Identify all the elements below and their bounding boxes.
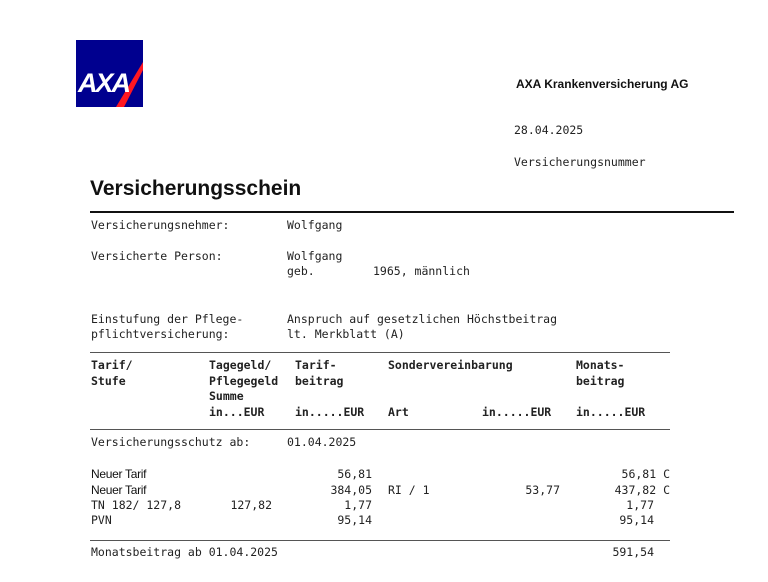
row-sonder: 53,77 — [525, 483, 560, 497]
holder-label: Versicherungsnehmer: — [91, 218, 230, 232]
policy-number-label: Versicherungsnummer — [514, 155, 646, 169]
header-tagegeld-4: in...EUR — [209, 405, 265, 419]
row-tarif: PVN — [91, 513, 112, 527]
insured-label: Versicherte Person: — [91, 249, 223, 263]
title-divider — [90, 211, 734, 213]
header-beitrag-4: in.....EUR — [295, 405, 365, 419]
axa-logo — [76, 40, 143, 107]
table-top-rule — [90, 352, 670, 353]
header-tagegeld-3: Summe — [209, 389, 244, 403]
row-beitrag: 56,81 — [337, 467, 372, 481]
header-tarif-2: Stufe — [91, 374, 126, 388]
logo-text: AXA — [78, 68, 130, 98]
row-art: RI / 1 — [388, 483, 430, 497]
row-beitrag: 1,77 — [344, 498, 372, 512]
insured-value: Wolfgang — [287, 249, 343, 263]
header-monat-2: beitrag — [576, 374, 625, 388]
row-beitrag: 384,05 — [330, 483, 372, 497]
document-date: 28.04.2025 — [514, 123, 584, 137]
row-summe: 127,82 — [230, 498, 272, 512]
care-label-1: Einstufung der Pflege- — [91, 312, 244, 326]
header-beitrag-1: Tarif- — [295, 358, 337, 372]
row-tarif: Neuer Tarif — [91, 467, 147, 481]
holder-value: Wolfgang — [287, 218, 343, 232]
care-label-2: pflichtversicherung: — [91, 327, 230, 341]
header-sonder: Sondervereinbarung — [388, 358, 513, 372]
total-rule — [90, 540, 670, 541]
row-monat: 95,14 — [619, 513, 654, 527]
row-beitrag: 95,14 — [337, 513, 372, 527]
header-sonder-eur: in.....EUR — [482, 405, 552, 419]
header-monat-4: in.....EUR — [576, 405, 646, 419]
born-label: geb. — [287, 264, 315, 278]
header-tagegeld-1: Tagegeld/ — [209, 358, 272, 372]
header-beitrag-2: beitrag — [295, 374, 344, 388]
row-tarif: TN 182/ 127,8 — [91, 498, 182, 512]
born-value: 1965, männlich — [373, 264, 470, 278]
row-monat: 56,81 C — [621, 467, 670, 481]
row-tarif: Neuer Tarif — [91, 483, 147, 497]
coverage-label: Versicherungsschutz ab: — [91, 435, 251, 449]
row-monat: 437,82 C — [614, 483, 670, 497]
care-value-1: Anspruch auf gesetzlichen Höchstbeitrag — [287, 312, 558, 326]
page-title: Versicherungsschein — [90, 177, 302, 200]
total-label: Monatsbeitrag ab 01.04.2025 — [91, 545, 278, 559]
care-value-2: lt. Merkblatt (A) — [287, 327, 405, 341]
company-name: AXA Krankenversicherung AG — [516, 77, 689, 91]
header-tarif-1: Tarif/ — [91, 358, 133, 372]
header-monat-1: Monats- — [576, 358, 625, 372]
coverage-date: 01.04.2025 — [287, 435, 357, 449]
total-value: 591,54 — [612, 545, 654, 559]
header-art: Art — [388, 405, 409, 419]
header-tagegeld-2: Pflegegeld — [209, 374, 279, 388]
header-bottom-rule — [90, 429, 670, 430]
row-monat: 1,77 — [626, 498, 654, 512]
